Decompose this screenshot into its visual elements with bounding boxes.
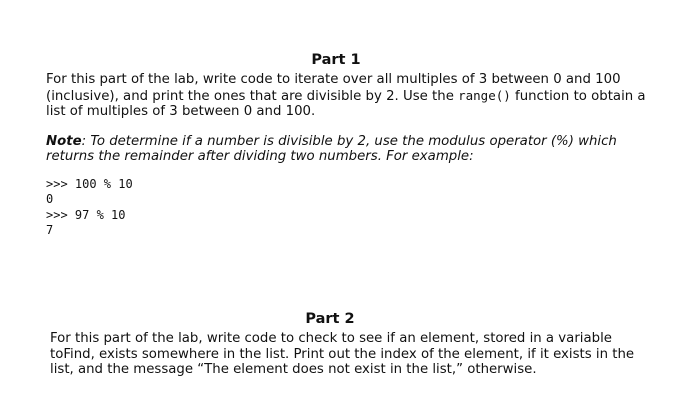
part1-instructions (46, 72, 646, 120)
note-label: Note (46, 133, 82, 149)
part1-heading: Part 1 (311, 52, 361, 68)
part1-section (46, 52, 646, 239)
part1-text-after-code: function to obtain a list of multiples of 3 between 0 and 100. (46, 88, 646, 119)
note-text: : To determine if a number is divisible by 2, use the modulus operator (%) which returns the remainder after dividing two numbers. For example: (46, 133, 617, 164)
code-line: 0 (46, 192, 54, 206)
part2-section (50, 311, 650, 378)
part1-text-before-code: For this part of the lab, write code to iterate over all multiples of 3 between 0 and 100 (inclusive), and print the ones that are divisible by 2. Use the (46, 72, 621, 104)
note-paragraph (46, 134, 646, 165)
code-example (46, 177, 646, 239)
part2-heading: Part 2 (305, 311, 355, 327)
code-line: >>> 100 % 10 (46, 176, 133, 191)
part2-instructions: For this part of the lab, write code to check to see if an element, stored in a variable toFind, exists somewhere in the list. Print out the index of the element, if it exists in the list, and the message “The element does not exist in the list,” otherwise. (50, 331, 635, 377)
code-line: 7 (46, 223, 54, 237)
range-function-code: range() (458, 87, 511, 103)
code-line: >>> 97 % 10 (46, 207, 126, 222)
